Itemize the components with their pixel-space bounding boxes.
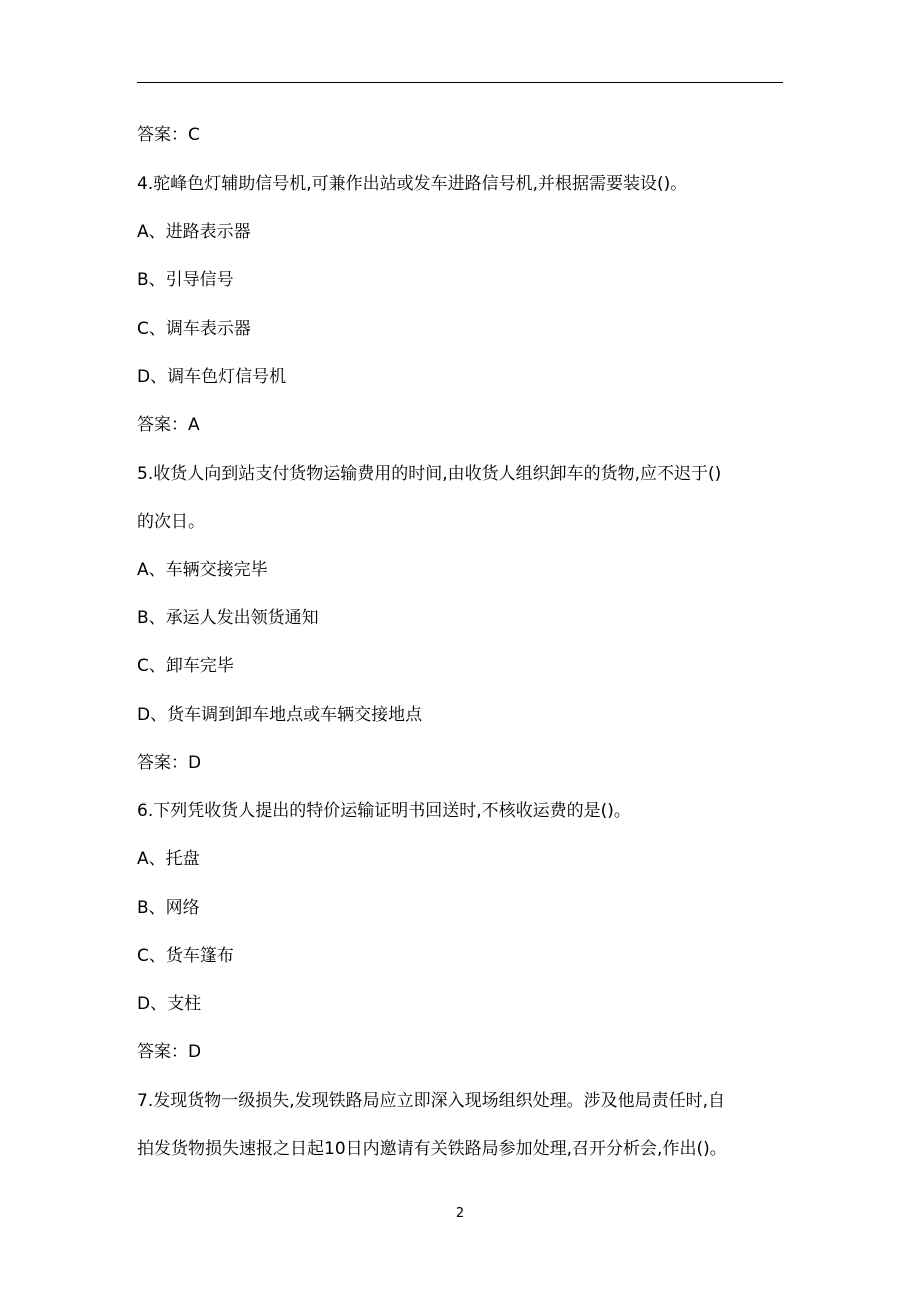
q6-option-b: B、网络 (137, 898, 200, 918)
q5-option-c: C、卸车完毕 (137, 656, 234, 676)
question-4: 4.驼峰色灯辅助信号机,可兼作出站或发车进路信号机,并根据需要装设()。 (137, 174, 688, 194)
answer-5: 答案：D (137, 753, 202, 773)
question-7-line-2: 拍发货物损失速报之日起10日内邀请有关铁路局参加处理,召开分析会,作出()。 (137, 1139, 727, 1159)
answer-6: 答案：D (137, 1042, 202, 1062)
q6-option-d: D、支柱 (137, 994, 202, 1014)
question-5-line-2: 的次日。 (137, 512, 205, 532)
header-rule (137, 82, 783, 83)
answer-4: 答案：A (137, 415, 200, 435)
q6-option-a: A、托盘 (137, 849, 200, 869)
q5-option-a: A、车辆交接完毕 (137, 560, 268, 580)
question-7-line-1: 7.发现货物一级损失,发现铁路局应立即深入现场组织处理。涉及他局责任时,自 (137, 1091, 726, 1111)
answer-3: 答案：C (137, 125, 200, 145)
q5-option-d: D、货车调到卸车地点或车辆交接地点 (137, 705, 423, 725)
question-5-line-1: 5.收货人向到站支付货物运输费用的时间,由收货人组织卸车的货物,应不迟于() (137, 464, 722, 484)
q5-option-b: B、承运人发出领货通知 (137, 608, 319, 628)
q4-option-d: D、调车色灯信号机 (137, 367, 287, 387)
q4-option-a: A、进路表示器 (137, 222, 251, 242)
q6-option-c: C、货车篷布 (137, 946, 234, 966)
question-6: 6.下列凭收货人提出的特价运输证明书回送时,不核收运费的是()。 (137, 801, 631, 821)
q4-option-b: B、引导信号 (137, 270, 234, 290)
q4-option-c: C、调车表示器 (137, 319, 251, 339)
page-number: 2 (455, 1206, 465, 1221)
